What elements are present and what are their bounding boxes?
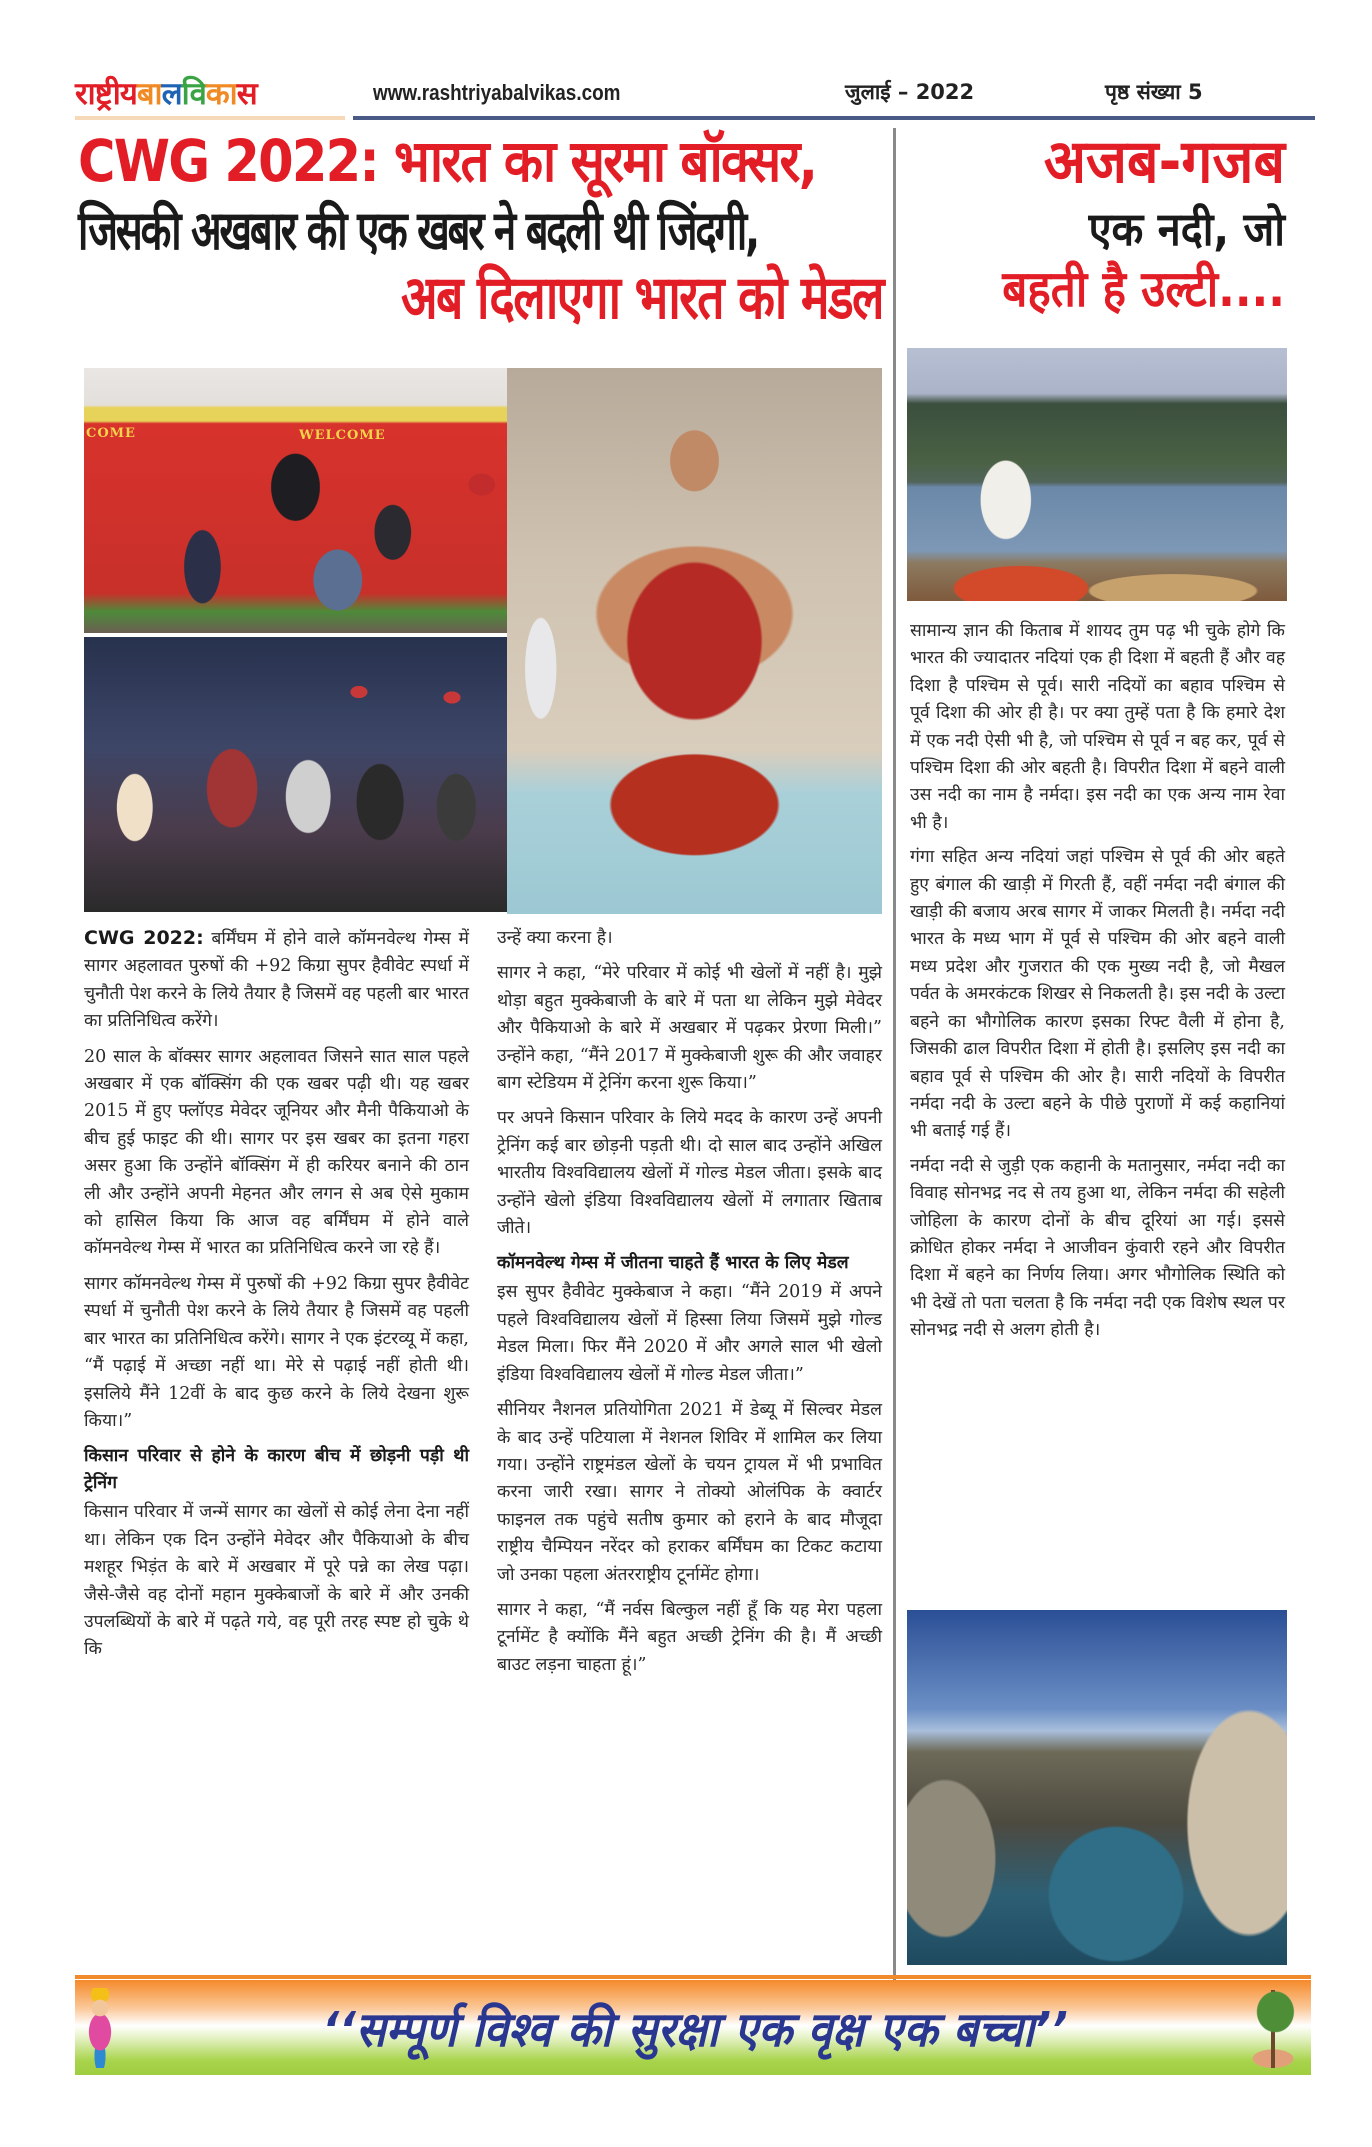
website-link[interactable]: www.rashtriyabalvikas.com [373,80,621,105]
subheading: किसान परिवार से होने के कारण बीच में छोड़नी पड़ी थी ट्रेनिंग [84,1446,469,1494]
boxer-kneeling-photo [507,368,882,914]
logo-underline [75,116,345,120]
logo-part: ल [161,76,182,112]
article-column-left [84,925,469,1672]
paragraph: नर्मदा नदी से जुड़ी एक कहानी के मतानुसार, नर्मदा नदी का विवाह सोनभद्र नद से तय हुआ था, लेकिन नर्मदा की सहेली जोहिला के कारण दोनों के बीच दूरियां आ गई। इससे क्रोधित होकर नर्मदा ने आजीवन कुंवारी रहने और विपरीत दिशा में बहने का निर्णय लिया। अगर भौगोलिक स्थिति को भी देखें तो पता चलता है कि नर्मदा नदी एक विशेष स्थल पर सोनभद्र नदी से अलग होती है। [910,1155,1285,1341]
banner-text: WELCOME [299,428,386,443]
award-ceremony-photo [84,368,507,633]
paragraph-text: बर्मिंघम में होने वाले कॉमनवेल्थ गेम्स में सागर अहलावत पुरुषों की +92 किग्रा सुपर हैवीवेट स्पर्धा में चुनौती पेश करने के लिये तैयार है जिसमें वह पहली बार भारत का प्रतिनिधित्व करेंगे। [84,929,469,1032]
logo-part: राष्ट्रीय [75,76,137,112]
paragraph: पर अपने किसान परिवार के लिये मदद के कारण उन्हें अपनी ट्रेनिंग कई बार छोड़नी पड़ती थी। दो साल बाद उन्होंने अखिल भारतीय विश्वविद्यालय खेलों में गोल्ड मेडल जीता। इसके बाद उन्होंने खेलो इंडिया विश्वविद्यालय खेलों में लगातार खिताब जीते। [497,1108,882,1239]
logo-part: का [205,76,237,112]
side-headline-line-2: एक नदी, जो [1088,202,1285,256]
subheading: कॉमनवेल्थ गेम्स में जीतना चाहते हैं भारत के लिए मेडल [497,1253,849,1274]
logo-part: वि [181,76,206,112]
paragraph: उन्हें क्या करना है। [497,928,613,948]
header-rule [353,116,1315,120]
group-medal-photo [84,637,507,912]
sapling-in-hands-icon [1249,1990,1297,2068]
masthead [75,74,1315,120]
slogan-banner [75,1980,1311,2075]
article-column-middle [497,925,882,1687]
logo-part: स [236,76,257,112]
side-headline [905,127,1285,318]
paragraph: किसान परिवार में जन्में सागर का खेलों से कोई लेना देना नहीं था। लेकिन एक दिन उन्होंने मेवेदर और पैकियाओ के बीच मशहूर भिड़ंत के बारे में अखबार में पूरे पन्ने का लेख पढ़ा। जैसे-जैसे वह दोनों महान मुक्केबाजों के बारे में और उनकी उपलब्धियों के बारे में पढ़ते गये, वह पूरी तरह स्पष्ट हो चुके थे कि [84,1502,469,1660]
child-illustration-icon [83,1988,117,2068]
paragraph [84,925,469,1036]
page-number: पृष्ठ संख्या 5 [1105,80,1203,104]
lead-label: CWG 2022: [84,927,204,949]
narmada-temple-photo [907,348,1287,601]
side-headline-line-3: बहती है उल्टी.... [1002,260,1285,318]
logo-rashtriya-bal-vikas [75,74,257,118]
banner-text-left: COME [86,426,136,441]
footer-rule [75,1975,1311,1979]
main-headline [78,127,883,333]
headline-line-1: CWG 2022: भारत का सूरमा बॉक्सर, [78,127,817,195]
headline-line-2: जिसकी अखबार की एक खबर ने बदली थी जिंदगी, [78,199,758,262]
logo-part: बा [136,76,162,112]
article-column-right [910,618,1285,1352]
narmada-gorge-photo [907,1610,1287,1965]
paragraph: सागर ने कहा, “मेरे परिवार में कोई भी खेलों में नहीं है। मुझे थोड़ा बहुत मुक्केबाजी के बारे में पता था लेकिन मुझे मेवेदर और पैकियाओ के बारे में अखबार में पढ़कर प्रेरणा मिली।” उन्होंने कहा, “मैंने 2017 में मुक्केबाजी शुरू की और जवाहर बाग स्टेडियम में ट्रेनिंग करना शुरू किया।” [497,963,882,1094]
paragraph: सामान्य ज्ञान की किताब में शायद तुम पढ़ भी चुके होगे कि भारत की ज्यादातर नदियां एक ही दिशा में बहती हैं और वह दिशा है पश्चिम से पूर्व। सारी नदियों का बहाव पश्चिम से पूर्व दिशा की ओर ही है। पर क्या तुम्हें पता है कि हमारे देश में एक नदी ऐसी भी है, जो पश्चिम से पूर्व न बह कर, पूर्व से पश्चिम दिशा की ओर बहती है। विपरीत दिशा में बहने वाली उस नदी का नाम है नर्मदा। इस नदी का एक अन्य नाम रेवा भी है। [910,621,1285,833]
paragraph: गंगा सहित अन्य नदियां जहां पश्चिम से पूर्व की ओर बहते हुए बंगाल की खाड़ी में गिरती हैं, वहीं नर्मदा नदी बंगाल की खाड़ी की बजाय अरब सागर में जाकर मिलती है। नर्मदा नदी भारत के मध्य भाग में पूर्व से पश्चिम की ओर बहने वाली मध्य प्रदेश और गुजरात की एक मुख्य नदी है, जो मैखल पर्वत के अमरकंटक शिखर से निकलती है। इस नदी के उल्टा बहने का भौगोलिक कारण इसका रिफ्ट वैली में होना है, जिसकी ढाल विपरीत दिशा में होती है। इसलिए इस नदी का बहाव पूर्व से पश्चिम की ओर है। सारी नदियों के विपरीत नर्मदा नदी के उल्टा बहने के पीछे पुराणों में कई कहानियां भी बताई गई हैं। [910,847,1285,1142]
column-divider [893,128,896,1988]
headline-line-3: अब दिलाएगा भारत को मेडल [400,263,883,333]
paragraph: इस सुपर हैवीवेट मुक्केबाज ने कहा। “मैंने 2019 में अपने पहले विश्वविद्यालय खेलों में हिस्सा लिया जिसमें मुझे गोल्ड मेडल मिला। फिर मैंने 2020 में और अगले साल भी खेलो इंडिया विश्वविद्यालय खेलों में गोल्ड मेडल जीता।” [497,1282,882,1385]
slogan-text: ‘‘सम्पूर्ण विश्व की सुरक्षा एक वृक्ष एक बच्चा’’ [322,2002,1068,2058]
side-headline-line-1: अजब-गजब [1043,127,1285,197]
paragraph: सीनियर नैशनल प्रतियोगिता 2021 में डेब्यू में सिल्वर मेडल के बाद उन्हें पटियाला में नेशनल शिविर में शामिल कर लिया गया। उन्होंने राष्ट्रमंडल खेलों के चयन ट्रायल में भी प्रभावित करना जारी रखा। सागर ने तोक्यो ओलंपिक के क्वार्टर फाइनल तक पहुंचे सतीष कुमार को हराने के बाद मौजूदा राष्ट्रीय चैम्पियन नरेंदर को हराकर बर्मिंघम का टिकट कटाया जो उनका पहला अंतरराष्ट्रीय टूर्नामेंट होगा। [497,1400,882,1585]
paragraph: 20 साल के बॉक्सर सागर अहलावत जिसने सात साल पहले अखबार में एक बॉक्सिंग की एक खबर पढ़ी थी। यह खबर 2015 में हुए फ्लॉएड मेवेदर जूनियर और मैनी पैकियाओ के बीच हुई फाइट की थी। सागर पर इस खबर का इतना गहरा असर हुआ कि उन्होंने बॉक्सिंग में ही करियर बनाने की ठान ली और उन्होंने अपनी मेहनत और लगन से अब ऐसे मुकाम को हासिल किया कि आज वह बर्मिंघम में होने वाले कॉमनवेल्थ गेम्स में भारत का प्रतिनिधित्व करने जा रहे हैं। [84,1046,469,1259]
paragraph: सागर ने कहा, “मैं नर्वस बिल्कुल नहीं हूँ कि यह मेरा पहला टूर्नामेंट है क्योंकि मैंने बहुत अच्छी ट्रेनिंग की है। मैं अच्छी बाउट लड़ना चाहता हूं।” [497,1599,882,1675]
issue-date: जुलाई – 2022 [845,80,975,104]
paragraph: सागर कॉमनवेल्थ गेम्स में पुरुषों की +92 किग्रा सुपर हैवीवेट स्पर्धा में चुनौती पेश करने के लिये तैयार है जिसमें वह पहली बार भारत का प्रतिनिधित्व करेंगे। सागर ने एक इंटरव्यू में कहा, “मैं पढ़ाई में अच्छा नहीं था। मेरे से पढ़ाई नहीं होती थी। इसलिये मैंने 12वीं के बाद कुछ करने के लिये देखना शुरू किया।” [84,1273,469,1431]
